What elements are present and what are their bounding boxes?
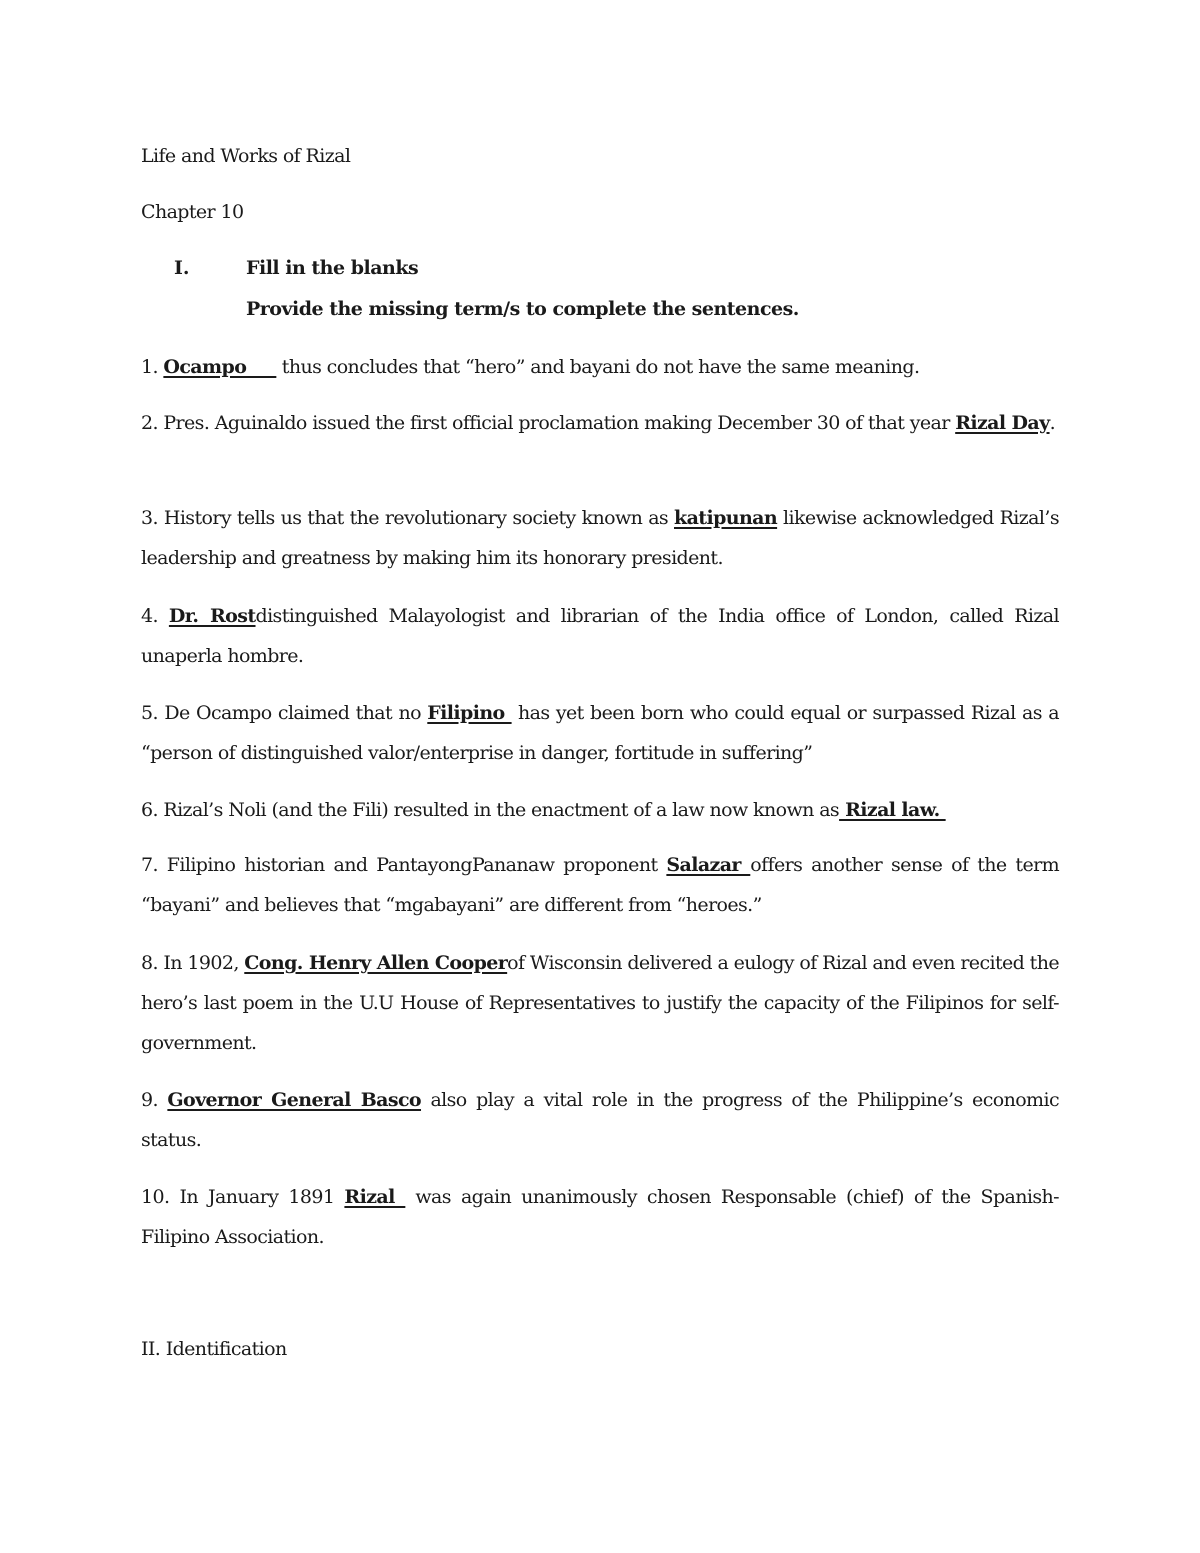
question-number: 3. xyxy=(141,507,164,529)
question-text: thus concludes that “hero” and bayani do not have the same meaning. xyxy=(276,356,920,378)
question-text: Rizal’s Noli (and the Fili) resulted in the enactment of a law now known as xyxy=(163,799,840,821)
answer-blank: Rizal law. xyxy=(839,799,946,821)
question-2 xyxy=(141,403,1059,443)
chapter-label: Chapter 10 xyxy=(141,201,244,223)
question-text: History tells us that the revolutionary society known as xyxy=(163,507,674,529)
part2-heading: II. Identification xyxy=(141,1338,287,1360)
question-4 xyxy=(141,596,1059,676)
question-number: 8. xyxy=(141,952,164,974)
question-6 xyxy=(141,790,1059,830)
answer-blank: Ocampo xyxy=(163,356,277,378)
part1-instruction: Provide the missing term/s to complete the sentences. xyxy=(246,298,799,320)
question-text: De Ocampo claimed that no xyxy=(164,702,428,724)
question-text: has yet been born who could equal or surpassed Rizal as a “person of distinguished valor/enterprise in danger, fortitude in suffering” xyxy=(141,702,1059,764)
question-3 xyxy=(141,498,1059,578)
answer-blank: Rizal Day xyxy=(955,412,1050,434)
question-text: was again unanimously chosen Responsable (chief) of the Spanish-Filipino Association. xyxy=(141,1186,1059,1248)
question-text: . xyxy=(1049,412,1056,434)
question-number: 7. xyxy=(141,854,167,876)
question-1 xyxy=(141,347,1059,387)
question-number: 10. xyxy=(141,1186,180,1208)
question-7 xyxy=(141,845,1059,925)
question-8 xyxy=(141,943,1059,1063)
part1-heading: Fill in the blanks xyxy=(246,257,419,279)
answer-blank: Cong. Henry Allen Cooper xyxy=(244,952,508,974)
question-text: Filipino historian and PantayongPananaw proponent xyxy=(166,854,667,876)
question-number: 1. xyxy=(141,356,164,378)
question-text: also play a vital role in the progress of the Philippine’s economic status. xyxy=(141,1089,1059,1151)
question-9 xyxy=(141,1080,1059,1160)
question-text: In January 1891 xyxy=(179,1186,345,1208)
question-10 xyxy=(141,1177,1059,1257)
question-text: offers another sense of the term “bayani” and believes that “mgabayani” are different from “heroes.” xyxy=(141,854,1059,916)
document-title: Life and Works of Rizal xyxy=(141,145,351,167)
question-text: In 1902, xyxy=(163,952,245,974)
question-text: Pres. Aguinaldo issued the first official proclamation making December 30 of that year xyxy=(163,412,956,434)
part1-numeral: I. xyxy=(174,257,190,279)
question-number: 2. xyxy=(141,412,164,434)
question-number: 9. xyxy=(141,1089,168,1111)
question-5 xyxy=(141,693,1059,773)
question-number: 5. xyxy=(141,702,165,724)
answer-blank: Rizal xyxy=(344,1186,406,1208)
answer-blank: Governor General Basco xyxy=(167,1089,422,1111)
question-text: distinguished Malayologist and librarian of the India office of London, called Rizal unaperla hombre. xyxy=(141,605,1059,667)
answer-blank: Dr. Rost xyxy=(168,605,256,627)
answer-blank: Filipino xyxy=(427,702,512,724)
question-text: likewise acknowledged Rizal’s leadership and greatness by making him its honorary president. xyxy=(141,507,1059,569)
answer-blank: Salazar xyxy=(666,854,751,876)
question-text: of Wisconsin delivered a eulogy of Rizal and even recited the hero’s last poem in the U.U House of Representatives to justify the capacity of the Filipinos for self-government. xyxy=(141,952,1059,1054)
answer-blank: katipunan xyxy=(674,507,778,529)
question-number: 6. xyxy=(141,799,164,821)
question-number: 4. xyxy=(141,605,169,627)
